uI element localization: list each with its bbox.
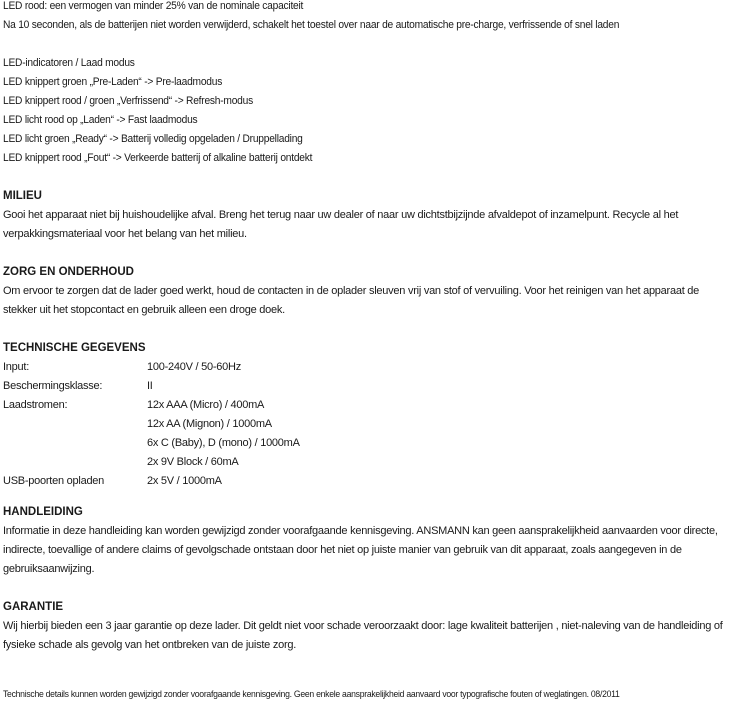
spacer	[3, 491, 725, 503]
led-item-ready: LED licht groen „Ready“ -> Batterij volledig opgeladen / Druppellading	[3, 133, 303, 145]
spec-value: 6x C (Baby), D (mono) / 1000mA	[147, 437, 300, 449]
spec-row	[3, 358, 725, 377]
spec-label	[3, 434, 147, 453]
spec-label: USB-poorten opladen	[3, 475, 105, 487]
spec-row	[3, 434, 725, 453]
milieu-heading: MILIEU	[3, 190, 42, 202]
spec-row	[3, 396, 725, 415]
spacer	[3, 320, 725, 339]
led-item-fout: LED knippert rood „Fout“ -> Verkeerde batterij of alkaline batterij ontdekt	[3, 152, 313, 164]
led-item-verfrissend: LED knippert rood / groen „Verfrissend“ -> Refresh-modus	[3, 95, 253, 107]
spec-value: 100-240V / 50-60Hz	[147, 361, 241, 373]
spec-value: II	[147, 380, 153, 392]
spec-value: 12x AA (Mignon) / 1000mA	[147, 418, 272, 430]
handleiding-heading: HANDLEIDING	[3, 506, 83, 518]
status-line-auto: Na 10 seconden, als de batterijen niet worden verwijderd, schakelt het toestel over naar de automatische pre-charge, verfrissende of snel laden	[3, 19, 620, 31]
handleiding-text: Informatie in deze handleiding kan worden gewijzigd zonder voorafgaande kennisgeving. ANSMANN kan geen aansprakelijkheid aanvaarden voor directe, indirecte, toevallige of andere claims of gevolgschade ontstaan door het niet op juiste manier van gebruik van dit apparaat, zoals aangegeven in de gebruiksaanwijzing.	[3, 525, 718, 575]
led-section-title: LED-indicatoren / Laad modus	[3, 57, 135, 69]
spacer	[3, 244, 725, 263]
spec-label: Laadstromen:	[3, 399, 68, 411]
spacer	[3, 579, 725, 598]
spec-label	[3, 453, 147, 472]
spec-row	[3, 377, 725, 396]
zorg-heading: ZORG EN ONDERHOUD	[3, 266, 134, 278]
footer-disclaimer: Technische details kunnen worden gewijzigd zonder voorafgaande kennisgeving. Geen enkele aansprakelijkheid aanvaard voor typografische fouten of weglatingen. 08/2011	[3, 689, 620, 700]
status-line-red: LED rood: een vermogen van minder 25% van de nominale capaciteit	[3, 0, 304, 12]
spacer	[3, 35, 725, 54]
spec-label: Input:	[3, 361, 30, 373]
spec-value: 12x AAA (Micro) / 400mA	[147, 399, 265, 411]
manual-page	[3, 0, 725, 655]
milieu-text: Gooi het apparaat niet bij huishoudelijke afval. Breng het terug naar uw dealer of naar uw dichtstbijzijnde afvaldepot of inzamelpunt. Recycle al het verpakkingsmateriaal voor het belang van het milieu.	[3, 209, 679, 240]
spec-value: 2x 9V Block / 60mA	[147, 456, 239, 468]
technische-heading: TECHNISCHE GEGEVENS	[3, 342, 146, 354]
zorg-text: Om ervoor te zorgen dat de lader goed werkt, houd de contacten in de oplader sleuven vrij van stof of vervuiling. Voor het reinigen van het apparaat de stekker uit het stopcontact en gebruik alleen een droge doek.	[3, 285, 700, 316]
spec-row	[3, 415, 725, 434]
spec-label: Beschermingsklasse:	[3, 380, 103, 392]
led-item-laden: LED licht rood op „Laden“ -> Fast laadmodus	[3, 114, 198, 126]
spacer	[3, 168, 725, 187]
led-item-pre-laden: LED knippert groen „Pre-Laden“ -> Pre-laadmodus	[3, 76, 223, 88]
garantie-heading: GARANTIE	[3, 601, 64, 613]
garantie-text: Wij hierbij bieden een 3 jaar garantie op deze lader. Dit geldt niet voor schade veroorzaakt door: lage kwaliteit batterijen , niet-naleving van de handleiding of fysieke schade als gevolg van het ontbreken van de juiste zorg.	[3, 620, 723, 651]
spec-label	[3, 415, 147, 434]
spec-value: 2x 5V / 1000mA	[147, 475, 222, 487]
spec-row	[3, 453, 725, 472]
spec-row	[3, 472, 725, 491]
